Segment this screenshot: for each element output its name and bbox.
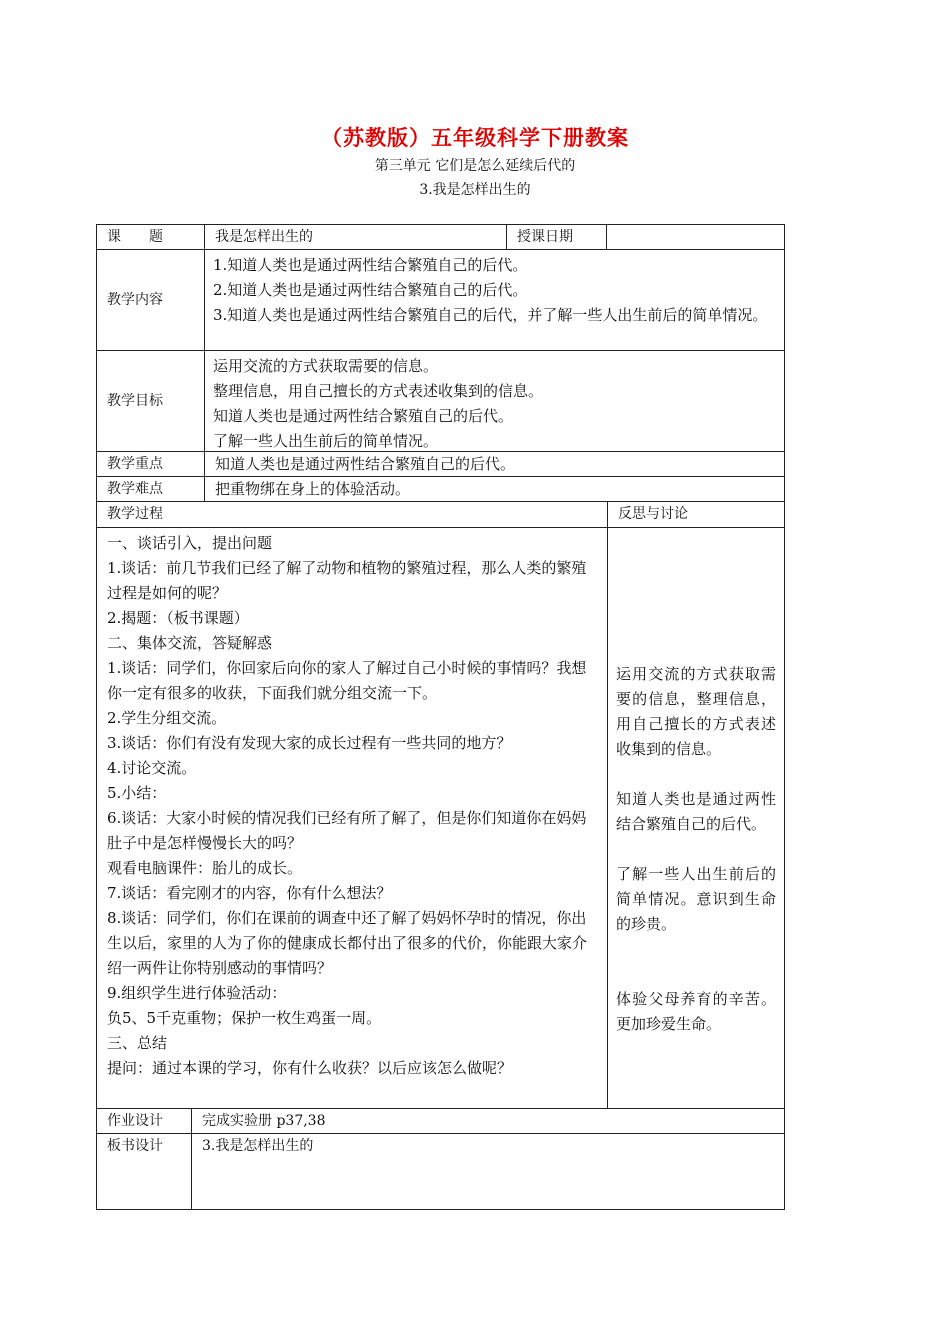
goal-line: 知道人类也是通过两性结合繁殖自己的后代。 xyxy=(213,407,514,425)
homework-label: 作业设计 xyxy=(97,1109,192,1133)
difficulty-row xyxy=(97,477,784,502)
goal-line: 整理信息，用自己擅长的方式表述收集到的信息。 xyxy=(213,382,544,400)
process-line: 8.谈话：同学们，你们在课前的调查中还了解了妈妈怀孕时的情况，你出生以后，家里的人为了你的健康成长都付出了很多的代价，你能跟大家介绍一两件让你特别感动的事情吗？ xyxy=(107,909,588,977)
reflection-paragraph: 体验父母养育的辛苦。更加珍爱生命。 xyxy=(616,990,776,1033)
process-line: 负5、5千克重物；保护一枚生鸡蛋一周。 xyxy=(107,1009,382,1027)
process-line: 三、总结 xyxy=(107,1034,168,1052)
content-line: 2.知道人类也是通过两性结合繁殖自己的后代。 xyxy=(213,281,528,299)
process-header-row xyxy=(97,502,784,528)
process-line: 二、集体交流，答疑解惑 xyxy=(107,634,273,652)
difficulty-value: 把重物绑在身上的体验活动。 xyxy=(215,479,411,498)
process-line: 4.讨论交流。 xyxy=(107,759,197,777)
process-line: 3.谈话：你们有没有发现大家的成长过程有一些共同的地方？ xyxy=(107,734,512,752)
difficulty-label: 教学难点 xyxy=(97,477,205,501)
unit-subtitle: 第三单元 它们是怎么延续后代的 xyxy=(374,158,576,174)
content-row xyxy=(97,250,784,351)
process-line: 2.学生分组交流。 xyxy=(107,709,227,727)
process-line: 观看电脑课件：胎儿的成长。 xyxy=(107,859,303,877)
topic-label: 课 题 xyxy=(97,225,205,249)
process-label: 教学过程 xyxy=(97,502,608,527)
process-line: 1.谈话：同学们，你回家后向你的家人了解过自己小时候的事情吗？我想你一定有很多的收获，下面我们就分组交流一下。 xyxy=(107,659,587,702)
board-label: 板书设计 xyxy=(97,1134,192,1209)
goal-line: 了解一些人出生前后的简单情况。 xyxy=(213,432,439,450)
board-value: 3.我是怎样出生的 xyxy=(202,1138,314,1154)
goal-cell xyxy=(205,351,784,451)
content-label: 教学内容 xyxy=(97,250,205,350)
process-line: 9.组织学生进行体验活动： xyxy=(107,984,287,1002)
process-line: 1.谈话：前几节我们已经了解了动物和植物的繁殖过程，那么人类的繁殖过程是如何的呢？ xyxy=(107,559,587,602)
process-line: 提问：通过本课的学习，你有什么收获？以后应该怎么做呢？ xyxy=(107,1059,513,1077)
content-line: 3.知道人类也是通过两性结合繁殖自己的后代，并了解一些人出生前后的简单情况。 xyxy=(213,306,768,324)
reflection-paragraph: 知道人类也是通过两性结合繁殖自己的后代。 xyxy=(616,790,776,833)
key-row xyxy=(97,452,784,477)
process-cell xyxy=(97,528,608,1108)
process-line: 7.谈话：看完刚才的内容，你有什么想法？ xyxy=(107,884,392,902)
goal-label: 教学目标 xyxy=(97,351,205,451)
process-line: 6.谈话：大家小时候的情况我们已经有所了解了，但是你们知道你在妈妈肚子中是怎样慢慢长大的吗？ xyxy=(107,809,587,852)
reflection-label: 反思与讨论 xyxy=(618,506,688,522)
key-value: 知道人类也是通过两性结合繁殖自己的后代。 xyxy=(215,454,516,473)
lesson-plan-table xyxy=(96,224,785,1210)
reflection-paragraph: 运用交流的方式获取需要的信息，整理信息，用自己擅长的方式表述收集到的信息。 xyxy=(616,665,776,758)
goal-row xyxy=(97,351,784,452)
board-row xyxy=(97,1134,784,1209)
topic-row xyxy=(97,225,784,250)
date-label: 授课日期 xyxy=(507,225,607,249)
topic-value: 我是怎样出生的 xyxy=(205,225,507,249)
content-line: 1.知道人类也是通过两性结合繁殖自己的后代。 xyxy=(213,256,528,274)
document-title: （苏教版）五年级科学下册教案 xyxy=(321,126,629,150)
content-cell xyxy=(205,250,784,350)
goal-line: 运用交流的方式获取需要的信息。 xyxy=(213,357,439,375)
process-line: 一、谈话引入，提出问题 xyxy=(107,534,273,552)
lesson-subtitle: 3.我是怎样出生的 xyxy=(419,182,531,198)
process-body-row xyxy=(97,528,784,1109)
process-line: 2.揭题：（板书课题） xyxy=(107,609,249,627)
key-label: 教学重点 xyxy=(97,452,205,476)
process-line: 5.小结： xyxy=(107,784,167,802)
reflection-paragraph: 了解一些人出生前后的简单情况。意识到生命的珍贵。 xyxy=(616,865,776,933)
homework-value: 完成实验册 p37,38 xyxy=(202,1112,326,1129)
homework-row xyxy=(97,1109,784,1134)
date-value xyxy=(607,225,784,249)
reflection-cell xyxy=(608,528,784,1108)
